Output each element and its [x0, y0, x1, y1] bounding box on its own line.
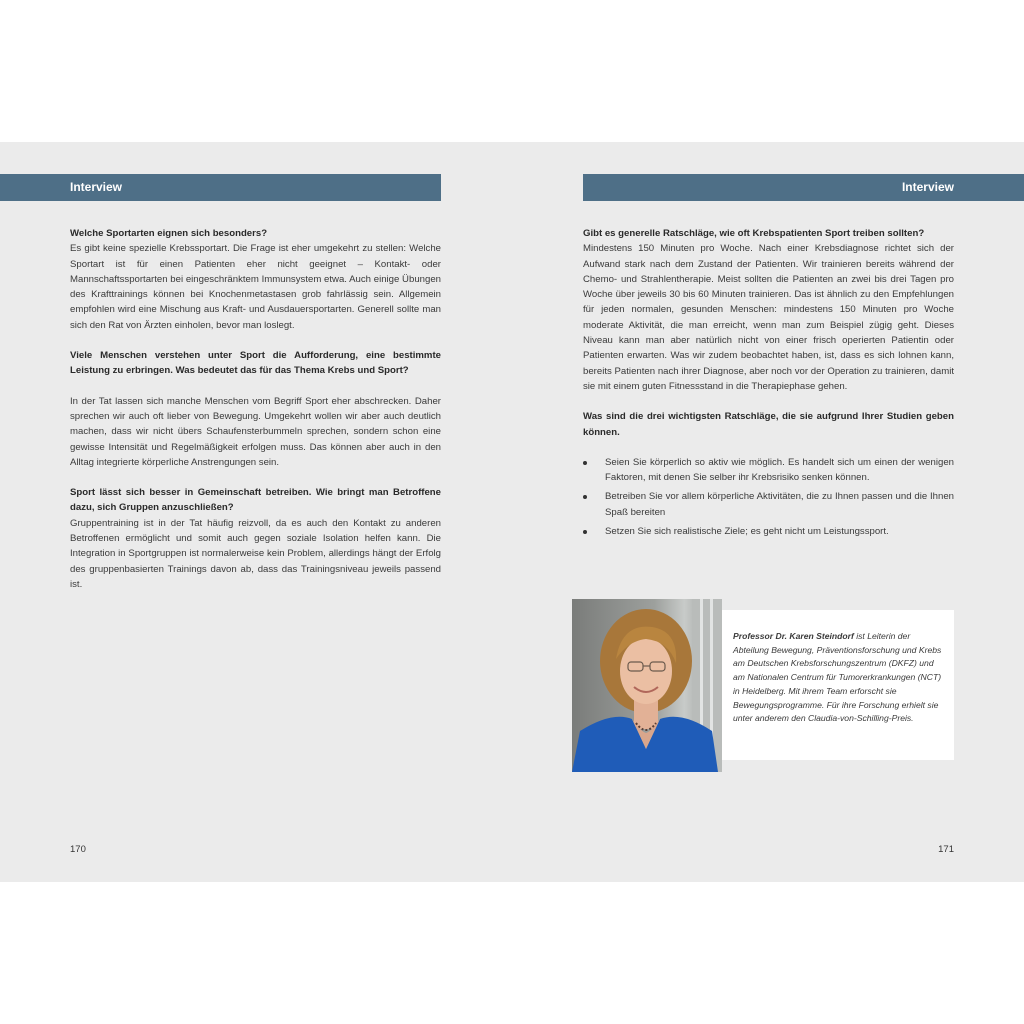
- list-item: Seien Sie körperlich so aktiv wie möglich. Es handelt sich um einen der wenigen Faktoren, mit denen Sie selber ihr Krebsrisiko senken können.: [583, 455, 954, 486]
- question-3: Sport lässt sich besser in Gemeinschaft betreiben. Wie bringt man Betroffene dazu, sich Gruppen anzuschließen?: [70, 487, 441, 514]
- right-page-text: [583, 226, 954, 543]
- left-page-text: [70, 226, 441, 592]
- question-4: Gibt es generelle Ratschläge, wie oft Krebspatienten Sport treiben sollten?: [583, 228, 925, 239]
- left-header-label: Interview: [70, 180, 123, 194]
- right-section-header: [583, 174, 1024, 201]
- bio-text: [733, 630, 943, 726]
- question-1: Welche Sportarten eignen sich besonders?: [70, 228, 268, 239]
- left-section-header: [0, 174, 441, 201]
- answer-3: Gruppentraining ist in der Tat häufig reizvoll, da es auch den Kontakt zu anderen Betroffenen ermöglicht und somit auch gegen soziale Isolation helfen kann. Die Integration in Sportgruppen ist normalerweise kein Problem, allerdings hängt der Erfolg des gruppenbasierten Trainings davon ab, dass das Trainingsniveau jeweils passend ist.: [70, 517, 441, 590]
- bio-name: Professor Dr. Karen Steindorf: [733, 631, 854, 641]
- portrait-photo: [572, 599, 722, 772]
- list-item: Setzen Sie sich realistische Ziele; es geht nicht um Leistungssport.: [583, 524, 954, 539]
- bio-description: ist Leiterin der Abteilung Bewegung, Präventionsforschung und Krebs am Deutschen Krebsforschungszentrum (DKFZ) und am Nationalen Centrum für Tumorerkrankungen (NCT) in Heidelberg. Mit ihrem Team erforscht sie Bewegungsprogramme. Für ihre Forschung erhielt sie unter anderem den Claudia-von-Schilling-Preis.: [733, 631, 942, 724]
- question-2: Viele Menschen verstehen unter Sport die Aufforderung, eine bestimmte Leistung zu erbringen. Was bedeutet das für das Thema Krebs und Sport?: [70, 350, 441, 377]
- tips-list: [583, 455, 954, 539]
- question-5: Was sind die drei wichtigsten Ratschläge, die sie aufgrund Ihrer Studien geben können.: [583, 411, 954, 438]
- answer-4: Mindestens 150 Minuten pro Woche. Nach einer Krebsdiagnose richtet sich der Aufwand stark nach dem Zustand der Patienten. Wir trainieren bereits während der Chemo- und Strahlentherapie. Meist sollten die Patienten an zwei bis drei Tagen pro Woche über jeweils 30 bis 60 Minuten trainieren. Das ist ähnlich zu den Empfehlungen für jeden normalen, gesunden Menschen: mindestens 150 Minuten pro Woche moderate Aktivität, die man erreicht, wenn man zum Beispiel zügig geht. Dieses Niveau kann man aber natürlich nicht von einer frisch operierten Patientin oder Patienten erwarten. Was wir zudem beobachtet haben, ist, dass es sich lohnen kann, bereits Patienten nach ihrer Diagnose, aber noch vor der Operation zu trainieren, damit sie mit einem guten Fitnessstand in die Therapiephase gehen.: [583, 243, 954, 392]
- list-item: Betreiben Sie vor allem körperliche Aktivitäten, die zu Ihnen passen und die Ihnen Spaß bereiten: [583, 489, 954, 520]
- bio-box: [722, 610, 954, 760]
- page-number-left: 170: [70, 844, 86, 855]
- answer-2: In der Tat lassen sich manche Menschen vom Begriff Sport eher abschrecken. Daher sprechen wir auch oft lieber von Bewegung. Umgekehrt wollen wir aber auch deutlich machen, dass wir nicht übers Schaufensterbummeln sprechen, sondern schon eine gewisse Intensität und Regelmäßigkeit erfolgen muss. Das können aber auch in den Alltag integrierte körperliche Anstrengungen sein.: [70, 395, 441, 468]
- page-number-right: 171: [938, 844, 954, 855]
- answer-1: Es gibt keine spezielle Krebssportart. Die Frage ist eher umgekehrt zu stellen: Welche Sportart ist für einen Patienten eher nicht geeignet – Kontakt- oder Mannschaftssportarten bei eingeschränktem Immunsystem etwa. Auch einige Übungen des Krafttrainings können bei Knochenmetastasen grob fahrlässig sein. Allgemein empfohlen wird eine Mischung aus Kraft- und Ausdauersportarten. Generell sollte man sich den Rat von Ärzten einholen, bevor man loslegt.: [70, 243, 441, 331]
- right-header-label: Interview: [901, 180, 954, 194]
